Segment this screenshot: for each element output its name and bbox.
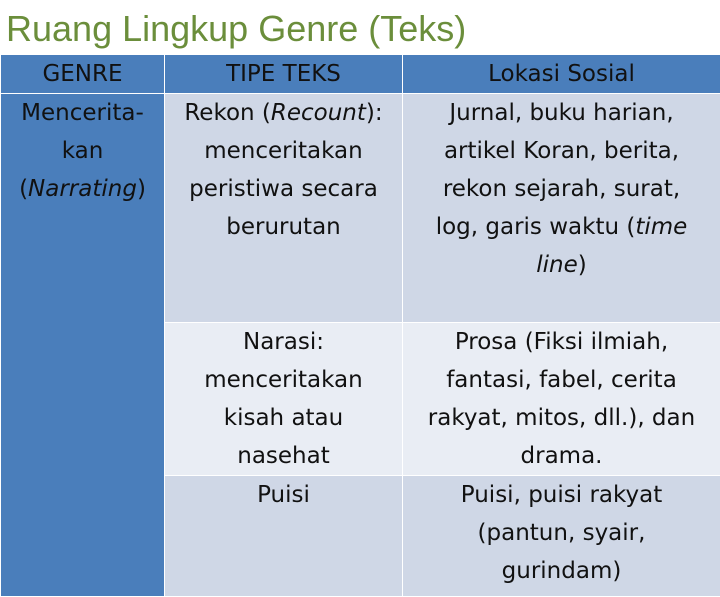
tipe-line: Puisi xyxy=(167,476,400,514)
lokasi-line: Puisi, puisi rakyat xyxy=(405,476,718,514)
lokasi-line: (pantun, syair, xyxy=(405,514,718,552)
genre-cell xyxy=(1,94,165,597)
tipe-line xyxy=(167,94,400,132)
tipe-line: nasehat xyxy=(167,437,400,475)
lokasi-line: Jurnal, buku harian, xyxy=(405,94,718,132)
lokasi-line: fantasi, fabel, cerita xyxy=(405,361,718,399)
genre-line xyxy=(3,170,162,208)
paren-open: ( xyxy=(19,176,28,202)
tipe-text: ): xyxy=(366,100,383,126)
header-genre: GENRE xyxy=(1,55,165,94)
table-row xyxy=(1,94,720,323)
tipe-teks-cell xyxy=(165,476,403,597)
lokasi-line xyxy=(405,246,718,284)
lokasi-line: rakyat, mitos, dll.), dan xyxy=(405,399,718,437)
lokasi-text: ) xyxy=(578,252,587,278)
lokasi-sosial-cell xyxy=(403,476,720,597)
genre-line: Mencerita- xyxy=(3,94,162,132)
tipe-line: menceritakan xyxy=(167,132,400,170)
lokasi-line: drama. xyxy=(405,437,718,475)
tipe-teks-cell xyxy=(165,94,403,323)
lokasi-line xyxy=(405,208,718,246)
lokasi-line: gurindam) xyxy=(405,552,718,590)
lokasi-sosial-cell xyxy=(403,94,720,323)
paren-close: ) xyxy=(137,176,146,202)
genre-english-term: Narrating xyxy=(28,176,137,202)
tipe-line: menceritakan xyxy=(167,361,400,399)
genre-line: kan xyxy=(3,132,162,170)
lokasi-line: artikel Koran, berita, xyxy=(405,132,718,170)
lokasi-line: rekon sejarah, surat, xyxy=(405,170,718,208)
slide-title: Ruang Lingkup Genre (Teks) xyxy=(6,8,466,50)
header-row xyxy=(1,55,720,94)
lokasi-english-term: time xyxy=(635,214,687,240)
tipe-teks-cell xyxy=(165,323,403,476)
lokasi-text: log, garis waktu ( xyxy=(436,214,636,240)
lokasi-english-term: line xyxy=(536,252,578,278)
genre-table xyxy=(0,54,720,597)
header-lokasi-sosial: Lokasi Sosial xyxy=(403,55,720,94)
lokasi-sosial-cell xyxy=(403,323,720,476)
tipe-line: berurutan xyxy=(167,208,400,246)
lokasi-line: Prosa (Fiksi ilmiah, xyxy=(405,323,718,361)
tipe-line: kisah atau xyxy=(167,399,400,437)
header-tipe-teks: TIPE TEKS xyxy=(165,55,403,94)
tipe-text: Rekon ( xyxy=(184,100,271,126)
tipe-english-term: Recount xyxy=(271,100,366,126)
tipe-line: peristiwa secara xyxy=(167,170,400,208)
tipe-line: Narasi: xyxy=(167,323,400,361)
